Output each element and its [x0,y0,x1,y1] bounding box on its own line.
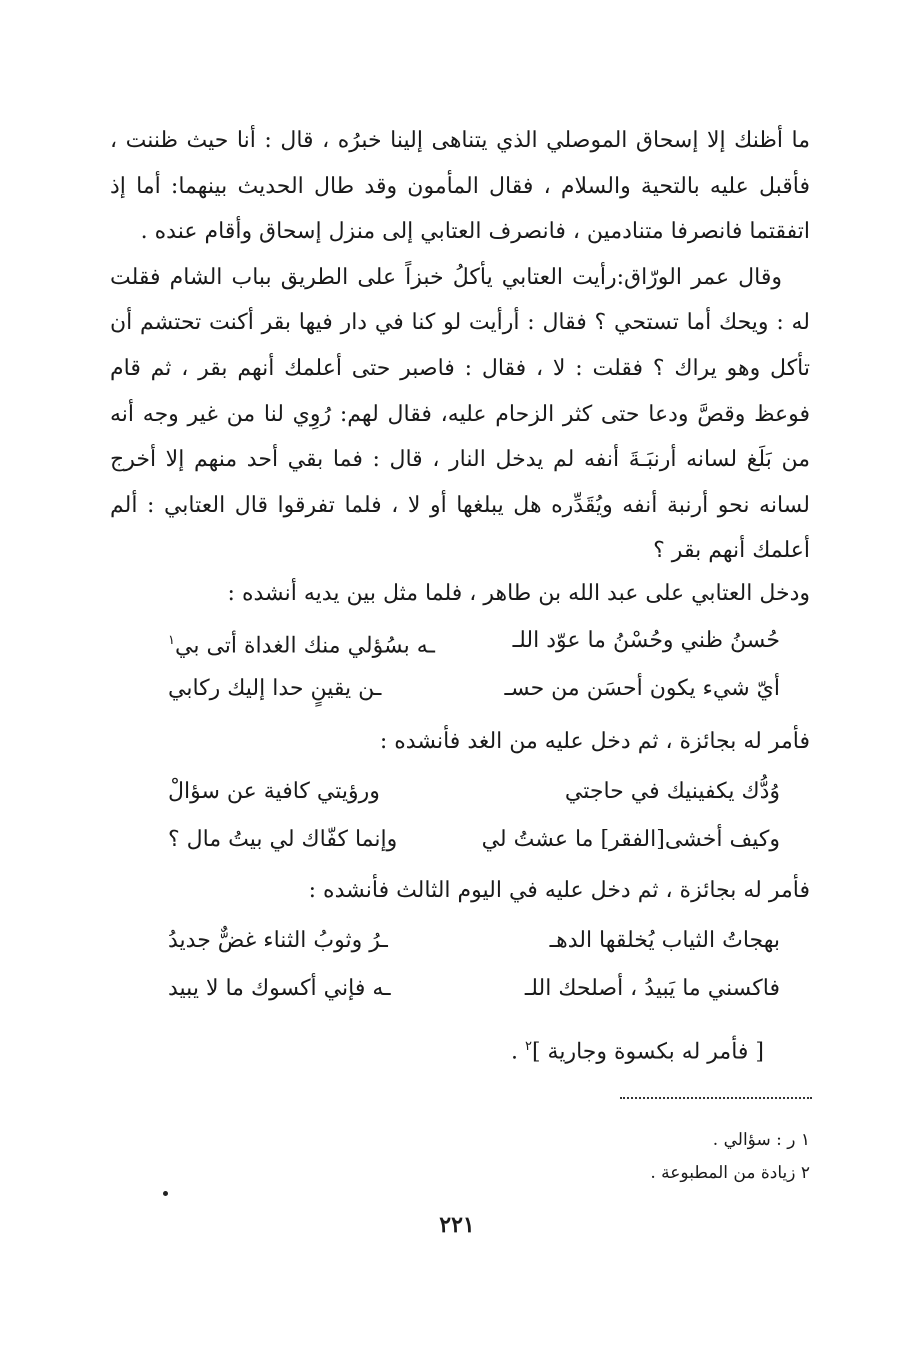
hemistich-first: حُسنُ ظني وحُسْنُ ما عوّد اللـ [512,628,780,653]
verse [168,665,780,713]
footnote-marker: ١ [168,633,175,648]
hemistich-second: ـرُ وثوبُ الثناء غضٌّ جديدُ [168,928,388,953]
footnote-1: ١ ر : سؤالي . [712,1130,810,1150]
footnote-marker: ٢ [524,1039,532,1054]
paragraph-2: وقال عمر الورّاق:رأيت العتابي يأكلُ خبزاً على الطريق بباب الشام فقلت له : ويحك أما تستحي ؟ فقال : أرأيت لو كنا في دار فيها بقر أكنت تحتشم أن تأكل وهو يراك ؟ فقلت : لا ، فقال : فاصبر حتى أعلمك أنهم بقر ، ثم قام فوعظ وقصَّ ودعا حتى كثر الزحام عليه، فقال لهم: رُوِي لنا من غير وجه أنه من بَلَغ لسانه أرنبَـةَ أنفه لم يدخل النار ، قال : فما بقي أحد منهم إلا أخرج لسانه نحو أرنبة أنفه ويُقَدِّره هل يبلغها أو لا ، فلما تفرقوا قال العتابي : ألم أعلمك أنهم بقر ؟ [110,264,810,564]
poem-intro-2: فأمر له بجائزة ، ثم دخل عليه من الغد فأنشده : [379,729,810,754]
hemistich-second: وإنما كفّاك لي بيتُ مال ؟ [168,827,398,852]
hemistich-text: ـه بسُؤلي منك الغداة أتى بي [174,633,435,659]
poem-1 [168,617,780,713]
hemistich-first: وُدُّك يكفينيك في حاجتي [564,779,780,804]
hemistich-second: ـن يقينٍ حدا إليك ركابي [168,676,382,701]
hemistich-second: ورؤيتي كافية عن سؤالْ [168,779,380,804]
hemistich-second [168,617,468,665]
page-number: ٢٢١ [439,1212,475,1238]
poem-2 [168,768,780,864]
hemistich-first: بهجاتُ الثياب يُخلقها الدهـ [549,928,780,953]
hemistich-second: ـه فإني أكسوك ما لا يبيد [168,976,391,1001]
closing-period: . [510,1039,525,1065]
poem-intro-1: ودخل العتابي على عبد الله بن طاهر ، فلما مثل بين يديه أنشده : [227,581,810,606]
footnote-divider [620,1097,812,1099]
footnote-2: ٢ زيادة من المطبوعة . [650,1163,810,1183]
closing-text: [ فأمر له بكسوة وجارية ] [531,1039,764,1065]
paragraph-1: ما أظنك إلا إسحاق الموصلي الذي يتناهى إلينا خبرُه ، قال : أنا حيث ظننت ، فأقبل عليه بالتحية والسلام ، فقال المأمون وقد طال الحديث بينهما: أما إذ اتفقتما فانصرفا متنادمين ، فانصرف العتابي إلى منزل إسحاق وأقام عنده . [110,128,810,245]
poem-intro-3: فأمر له بجائزة ، ثم دخل عليه في اليوم الثالث فأنشده : [308,878,810,903]
ink-speck [163,1191,168,1196]
hemistich-first: فاكسني ما يَبيدُ ، أصلحك اللـ [524,976,780,1001]
verse [168,617,780,665]
verse [168,965,780,1013]
poem-3 [168,917,780,1013]
verse [168,768,780,816]
prose-block [110,118,810,574]
verse [168,816,780,864]
closing-line [511,1024,764,1075]
hemistich-first: أيّ شيء يكون أحسَن من حسـ [504,676,780,701]
verse [168,917,780,965]
hemistich-first: وكيف أخشى[الفقر] ما عشتُ لي [481,827,780,852]
